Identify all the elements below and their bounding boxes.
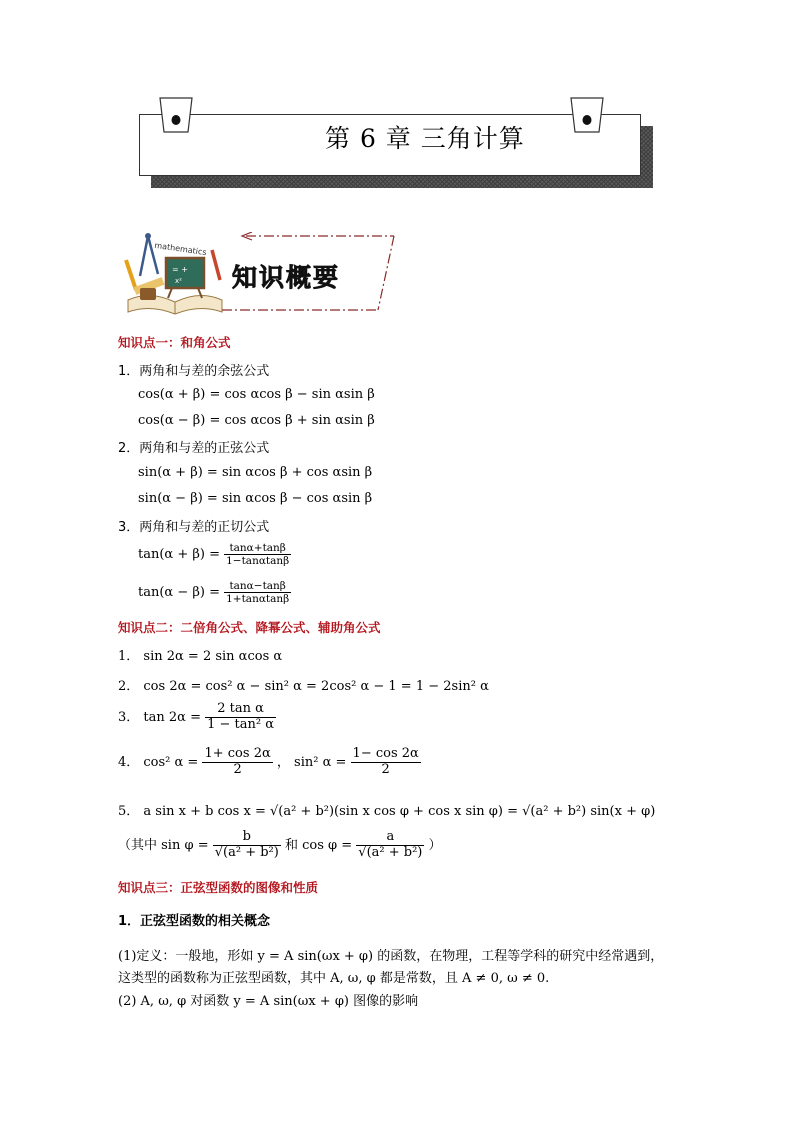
s1-item3: 3．两角和与差的正切公式 [118, 520, 270, 535]
s2-item4-a-den: 2 [233, 761, 242, 777]
section3-heading: 知识点三：正弦型函数的图像和性质 [118, 880, 319, 895]
s1-f3a-fraction [224, 542, 291, 567]
summary-title: 知识概要 [232, 263, 341, 292]
s1-formula3a [138, 542, 291, 567]
s2-item4-b-lhs: sin² α = [294, 754, 347, 770]
s2-item3-lhs: 3． tan 2α = [118, 709, 201, 725]
s1-f3b-num: tanα−tanβ [224, 580, 291, 593]
s1-f3a-lhs: tan(α + β) = [138, 547, 220, 563]
s2-item3 [118, 702, 276, 733]
s2-note-open: （其中 sin φ = [118, 837, 209, 853]
s1-f3a-den: 1−tanαtanβ [226, 555, 290, 568]
s2-note-close: ） [428, 837, 442, 853]
s2-item4 [118, 747, 421, 778]
s1-formula2b: sin(α − β) = sin αcos β − cos αsin β [138, 491, 373, 506]
art-word: mathematics [153, 240, 208, 258]
s2-item3-num: 2 tan α [205, 702, 276, 718]
s2-note [118, 830, 442, 861]
section1-heading: 知识点一：和角公式 [118, 335, 231, 350]
s2-note-num2: a [356, 830, 424, 846]
s3-def3: (2) A, ω, φ 对函数 y = A sin(ωx + φ) 图像的影响 [118, 994, 419, 1009]
svg-text:= +: = + [172, 265, 188, 274]
s2-note-den1: √(a² + b²) [214, 844, 279, 860]
s2-item3-fraction [205, 702, 276, 733]
s2-item4-b-den: 2 [381, 761, 390, 777]
s2-item4-a-num: 1+ cos 2α [204, 746, 271, 761]
s1-item1: 1．两角和与差的余弦公式 [118, 364, 270, 379]
s1-formula3b [138, 580, 291, 605]
s2-item4-a-fraction [202, 747, 272, 778]
s1-formula1b: cos(α − β) = cos αcos β + sin αsin β [138, 413, 375, 428]
title-banner [139, 114, 641, 176]
s2-note-den2: √(a² + b²) [358, 844, 423, 860]
s1-f3a-num: tanα+tanβ [224, 542, 291, 555]
s1-formula1a: cos(α + β) = cos αcos β − sin αsin β [138, 387, 375, 402]
s2-item4-b-num: 1− cos 2α [352, 746, 419, 761]
s2-item4-sep: ， [276, 754, 290, 770]
s1-formula2a: sin(α + β) = sin αcos β + cos αsin β [138, 465, 373, 480]
pin-left-icon [158, 96, 194, 134]
s1-f3b-lhs: tan(α − β) = [138, 585, 220, 601]
s1-f3b-den: 1+tanαtanβ [226, 593, 290, 606]
s3-def1: (1)定义：一般地，形如 y = A sin(ωx + φ) 的函数，在物理，工程等学科的研究中经常遇到， [118, 949, 664, 964]
s2-item3-den: 1 − tan² α [207, 716, 275, 732]
section2-heading: 知识点二：二倍角公式、降幂公式、辅助角公式 [118, 620, 381, 635]
s1-f3b-fraction [224, 580, 291, 605]
s2-item4-a-lhs: 4． cos² α = [118, 754, 199, 770]
s2-item5: 5． a sin x + b cos x = √(a² + b²)(sin x cos φ + cos x sin φ) = √(a² + b²) sin(x + φ) [118, 804, 656, 819]
chapter-title: 第 6 章 三角计算 [325, 124, 525, 153]
s2-item2: 2． cos 2α = cos² α − sin² α = 2cos² α − 1 = 1 − 2sin² α [118, 679, 489, 694]
s2-note-fraction1 [213, 830, 281, 861]
s2-item1: 1． sin 2α = 2 sin αcos α [118, 649, 283, 664]
s2-note-fraction2 [356, 830, 424, 861]
s1-item2: 2．两角和与差的正弦公式 [118, 441, 270, 456]
s3-item1: 1．正弦型函数的相关概念 [118, 914, 271, 929]
pin-right-icon [569, 96, 605, 134]
s3-def2: 这类型的函数称为正弦型函数，其中 A, ω, φ 都是常数，且 A ≠ 0, ω ≠ 0. [118, 971, 550, 986]
s2-item4-b-fraction [351, 747, 421, 778]
s2-note-num1: b [213, 830, 281, 846]
svg-text:x²: x² [175, 277, 182, 285]
s2-note-mid: 和 cos φ = [284, 837, 353, 853]
